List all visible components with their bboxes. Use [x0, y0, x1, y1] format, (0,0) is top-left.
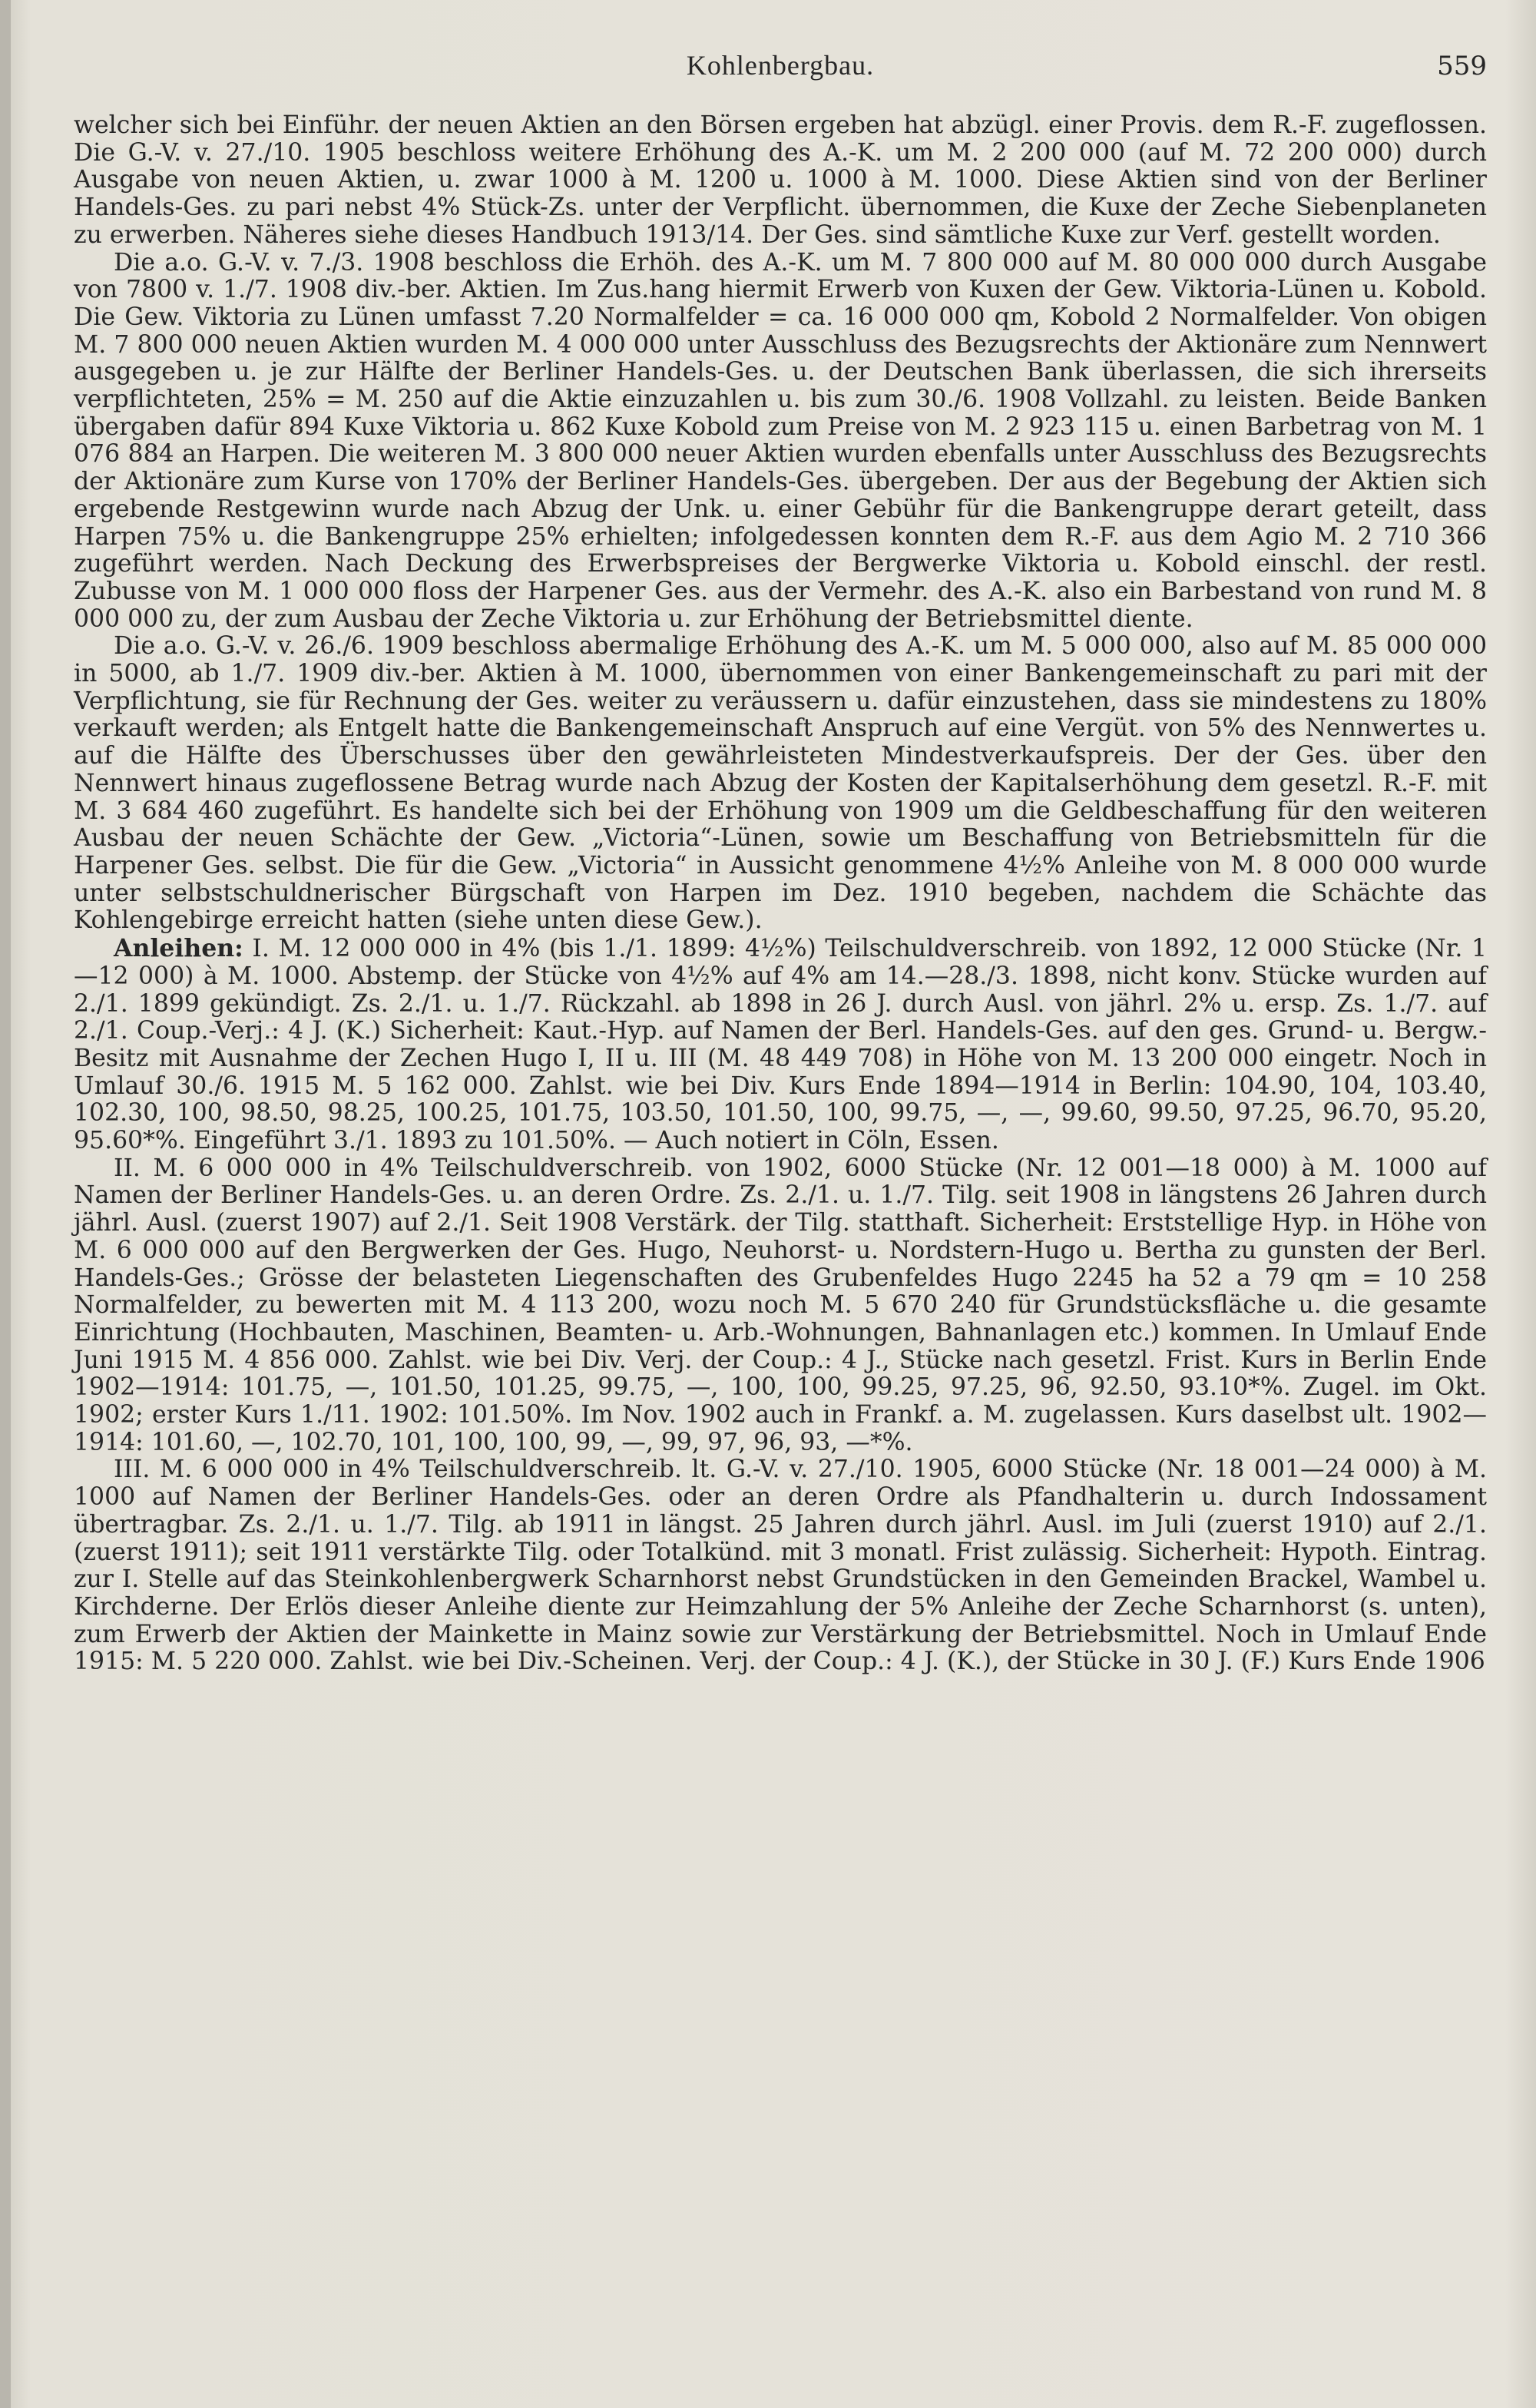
- page-number: 559: [1437, 51, 1487, 81]
- paragraph-capital-1908: Die a.o. G.-V. v. 7./3. 1908 beschloss die Erhöh. des A.-K. um M. 7 800 000 auf M. 80 000 000 durch Ausgabe von 7800 v. 1./7. 1908 div.-ber. Aktien. Im Zus.hang hiermit Erwerb von Kuxen der Gew. Viktoria-Lünen u. Kobold. Die Gew. Viktoria zu Lünen umfasst 7.20 Normalfelder = ca. 16 000 000 qm, Kobold 2 Normalfelder. Von obigen M. 7 800 000 neuen Aktien wurden M. 4 000 000 unter Ausschluss des Bezugsrechts der Aktionäre zum Nennwert ausgegeben u. je zur Hälfte der Berliner Handels-Ges. u. der Deutschen Bank überlassen, die sich ihrerseits verpflichteten, 25% = M. 250 auf die Aktie einzuzahlen u. bis zum 30./6. 1908 Vollzahl. zu leisten. Beide Banken übergaben dafür 894 Kuxe Viktoria u. 862 Kuxe Kobold zum Preise von M. 2 923 115 u. einen Barbetrag von M. 1 076 884 an Harpen. Die weiteren M. 3 800 000 neuer Aktien wurden ebenfalls unter Ausschluss des Bezugsrechts der Aktionäre zum Kurse von 170% der Berliner Handels-Ges. übergeben. Der aus der Begebung der Aktien sich ergebende Restgewinn wurde nach Abzug der Unk. u. einer Gebühr für die Bankengruppe derart geteilt, dass Harpen 75% u. die Bankengruppe 25% erhielten; infolgedessen konnten dem R.-F. aus dem Agio M. 2 710 366 zugeführt werden. Nach Deckung des Erwerbspreises der Bergwerke Viktoria u. Kobold einschl. der restl. Zubusse von M. 1 000 000 floss der Harpener Ges. aus der Vermehr. des A.-K. also ein Barbestand von rund M. 8 000 000 zu, der zum Ausbau der Zeche Viktoria u. zur Erhöhung der Betriebsmittel diente.: [74, 248, 1487, 633]
- page-body: [74, 112, 1487, 1676]
- paragraph-continuation: welcher sich bei Einführ. der neuen Aktien an den Börsen ergeben hat abzügl. einer Provis. dem R.-F. zugeflossen. Die G.-V. v. 27./10. 1905 beschloss weitere Erhöhung des A.-K. um M. 2 200 000 (auf M. 72 200 000) durch Ausgabe von neuen Aktien, u. zwar 1000 à M. 1200 u. 1000 à M. 1000. Diese Aktien sind von der Berliner Handels-Ges. zu pari nebst 4% Stück-Zs. unter der Verpflicht. übernommen, die Kuxe der Zeche Siebenplaneten zu erwerben. Näheres siehe dieses Handbuch 1913/14. Der Ges. sind sämtliche Kuxe zur Verf. gestellt worden.: [74, 111, 1487, 249]
- running-head: [74, 49, 1487, 95]
- page-spine-shadow: [0, 0, 11, 2408]
- paragraph-anleihe-1: [74, 935, 1487, 1155]
- anleihe-1-text: I. M. 12 000 000 in 4% (bis 1./1. 1899: 4½%) Teilschuldverschreib. von 1892, 12 000 Stücke (Nr. 1—12 000) à M. 1000. Abstemp. der Stücke von 4½% auf 4% am 14.—28./3. 1898, nicht konv. Stücke wurden auf 2./1. 1899 gekündigt. Zs. 2./1. u. 1./7. Rückzahl. ab 1898 in 26 J. durch Ausl. von jährl. 2% u. ersp. Zs. 1./7. auf 2./1. Coup.-Verj.: 4 J. (K.) Sicherheit: Kaut.-Hyp. auf Namen der Berl. Handels-Ges. auf den ges. Grund- u. Bergw.-Besitz mit Ausnahme der Zechen Hugo I, II u. III (M. 48 449 708) in Höhe von M. 13 200 000 eingetr. Noch in Umlauf 30./6. 1915 M. 5 162 000. Zahlst. wie bei Div. Kurs Ende 1894—1914 in Berlin: 104.90, 104, 103.40, 102.30, 100, 98.50, 98.25, 100.25, 101.75, 103.50, 101.50, 100, 99.75, —, —, 99.60, 99.50, 97.25, 96.70, 95.20, 95.60*%. Eingeführt 3./1. 1893 zu 101.50%. — Auch notiert in Cöln, Essen.: [74, 935, 1488, 1155]
- paragraph-capital-1909: Die a.o. G.-V. v. 26./6. 1909 beschloss abermalige Erhöhung des A.-K. um M. 5 000 000, also auf M. 85 000 000 in 5000, ab 1./7. 1909 div.-ber. Aktien à M. 1000, übernommen von einer Bankengemeinschaft zu pari mit der Verpflichtung, sie für Rechnung der Ges. weiter zu veräussern u. dafür einzustehen, dass sie mindestens zu 180% verkauft werden; als Entgelt hatte die Bankengemeinschaft Anspruch auf eine Vergüt. von 5% des Nennwertes u. auf die Hälfte des Überschusses über den gewährleisteten Mindestverkaufspreis. Der der Ges. über den Nennwert hinaus zugeflossene Betrag wurde nach Abzug der Kosten der Kapitalserhöhung dem gesetzl. R.-F. mit M. 3 684 460 zugeführt. Es handelte sich bei der Erhöhung von 1909 um die Geldbeschaffung für den weiteren Ausbau der neuen Schächte der Gew. „Victoria“-Lünen, sowie um Beschaffung von Betriebsmitteln für die Harpener Ges. selbst. Die für die Gew. „Victoria“ in Aussicht genommene 4½% Anleihe von M. 8 000 000 wurde unter selbstschuldnerischer Bürgschaft von Harpen im Dez. 1910 begeben, nachdem die Schächte das Kohlengebirge erreicht hatten (siehe unten diese Gew.).: [74, 632, 1487, 935]
- anleihen-heading: Anleihen:: [114, 934, 243, 963]
- page-title: Kohlenbergbau.: [686, 50, 875, 81]
- paragraph-anleihe-2: II. M. 6 000 000 in 4% Teilschuldverschreib. von 1902, 6000 Stücke (Nr. 12 001—18 000) à M. 1000 auf Namen der Berliner Handels-Ges. u. an deren Ordre. Zs. 2./1. u. 1./7. Tilg. seit 1908 in längstens 26 Jahren durch jährl. Ausl. (zuerst 1907) auf 2./1. Seit 1908 Verstärk. der Tilg. statthaft. Sicherheit: Erststellige Hyp. in Höhe von M. 6 000 000 auf den Bergwerken der Ges. Hugo, Neuhorst- u. Nordstern-Hugo u. Bertha zu gunsten der Berl. Handels-Ges.; Grösse der belasteten Liegenschaften des Grubenfeldes Hugo 2245 ha 52 a 79 qm = 10 258 Normalfelder, zu bewerten mit M. 4 113 200, wozu noch M. 5 670 240 für Grundstücksfläche u. die gesamte Einrichtung (Hochbauten, Maschinen, Beamten- u. Arb.-Wohnungen, Bahnanlagen etc.) kommen. In Umlauf Ende Juni 1915 M. 4 856 000. Zahlst. wie bei Div. Verj. der Coup.: 4 J., Stücke nach gesetzl. Frist. Kurs in Berlin Ende 1902—1914: 101.75, —, 101.50, 101.25, 99.75, —, 100, 100, 99.25, 97.25, 96, 92.50, 93.10*%. Zugel. im Okt. 1902; erster Kurs 1./11. 1902: 101.50%. Im Nov. 1902 auch in Frankf. a. M. zugelassen. Kurs daselbst ult. 1902—1914: 101.60, —, 102.70, 101, 100, 100, 99, —, 99, 97, 96, 93, —*%.: [74, 1154, 1487, 1456]
- paragraph-anleihe-3: III. M. 6 000 000 in 4% Teilschuldverschreib. lt. G.-V. v. 27./10. 1905, 6000 Stücke (Nr. 18 001—24 000) à M. 1000 auf Namen der Berliner Handels-Ges. oder an deren Ordre als Pfandhalterin u. durch Indossament übertragbar. Zs. 2./1. u. 1./7. Tilg. ab 1911 in längst. 25 Jahren durch jährl. Ausl. im Juli (zuerst 1910) auf 2./1. (zuerst 1911); seit 1911 verstärkte Tilg. oder Totalkünd. mit 3 monatl. Frist zulässig. Sicherheit: Hypoth. Eintrag. zur I. Stelle auf das Steinkohlenbergwerk Scharnhorst nebst Grundstücken in den Gemeinden Brackel, Wambel u. Kirchderne. Der Erlös dieser Anleihe diente zur Heimzahlung der 5% Anleihe der Zeche Scharnhorst (s. unten), zum Erwerb der Aktien der Mainkette in Mainz sowie zur Verstärkung der Betriebsmittel. Noch in Umlauf Ende 1915: M. 5 220 000. Zahlst. wie bei Div.-Scheinen. Verj. der Coup.: 4 J. (K.), der Stücke in 30 J. (F.) Kurs Ende 1906: [74, 1456, 1487, 1676]
